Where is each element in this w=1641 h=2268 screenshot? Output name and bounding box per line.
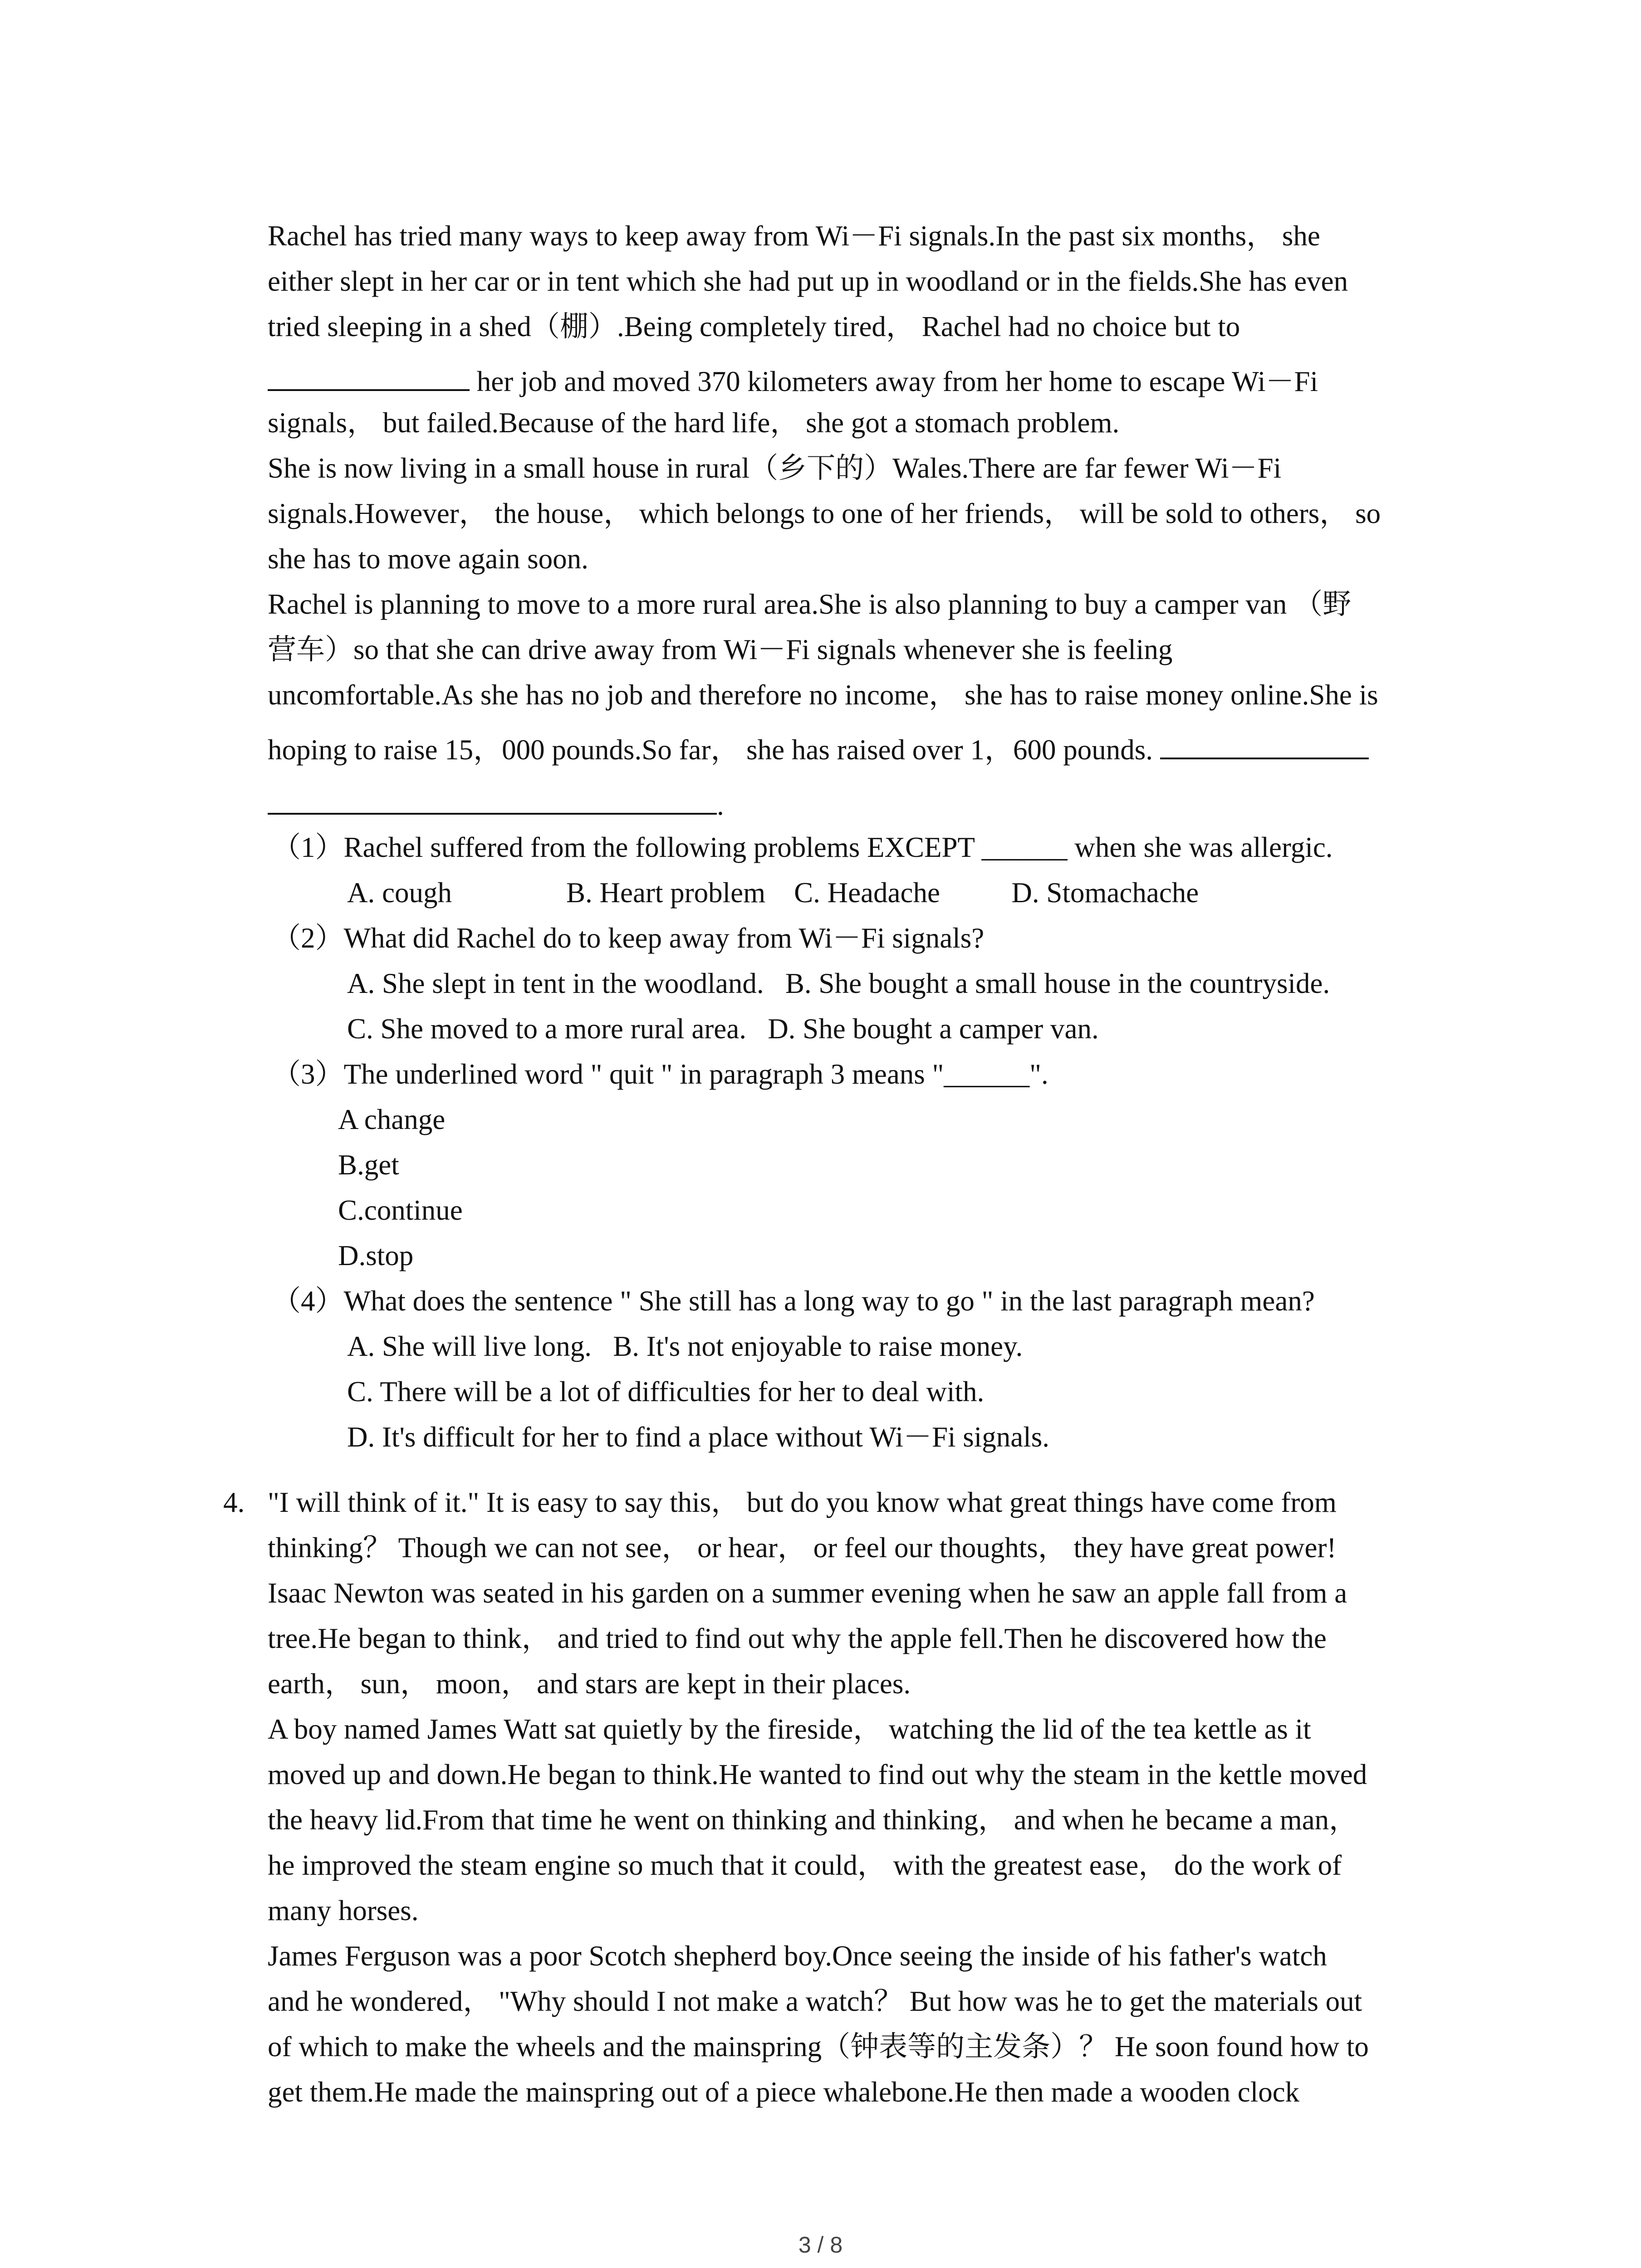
passage4-line: "I will think of it." It is easy to say this， but do you know what great things have come from (268, 1486, 1337, 1518)
passage4-line: Isaac Newton was seated in his garden on a summer evening when he saw an apple fall from a (268, 1577, 1347, 1609)
passage3-line: she has to move again soon. (268, 543, 588, 575)
answer-blank[interactable] (268, 355, 470, 391)
question-1: （1）Rachel suffered from the following problems EXCEPT ______ when she was allergic. (272, 831, 1333, 863)
question-4: （4）What does the sentence " She still has a long way to go " in the last paragraph mean? (272, 1285, 1315, 1317)
passage3-line: uncomfortable.As she has no job and therefore no income， she has to raise money online.She is (268, 679, 1378, 711)
passage3-line: 营车）so that she can drive away from Wi－Fi signals whenever she is feeling (268, 634, 1173, 665)
passage3-line: signals， but failed.Because of the hard life， she got a stomach problem. (268, 407, 1120, 439)
answer-blank[interactable] (1160, 723, 1369, 759)
passage3-line: Rachel has tried many ways to keep away from Wi－Fi signals.In the past six months， she (268, 220, 1320, 252)
passage4-line: get them.He made the mainspring out of a piece whalebone.He then made a wooden clock (268, 2076, 1300, 2108)
question-3-option-a: A change (338, 1104, 446, 1135)
question-3-option-b: B.get (338, 1149, 399, 1181)
page-number: 3 / 8 (798, 2232, 843, 2258)
passage4-line: A boy named James Watt sat quietly by the fireside， watching the lid of the tea kettle as it (268, 1713, 1311, 1745)
passage4-line: thinking？ Though we can not see， or hear， or feel our thoughts， they have great power! (268, 1532, 1337, 1564)
question-2-options: C. She moved to a more rural area. D. She bought a camper van. (347, 1013, 1099, 1045)
question-4-options: A. She will live long. B. It's not enjoyable to raise money. (347, 1330, 1023, 1362)
question-4-options: C. There will be a lot of difficulties for her to deal with. (347, 1376, 985, 1408)
passage3-line: Rachel is planning to move to a more rural area.She is also planning to buy a camper van （野 (268, 588, 1352, 620)
passage4-line: he improved the steam engine so much that it could， with the greatest ease， do the work of (268, 1849, 1342, 1881)
answer-blank[interactable] (268, 778, 717, 815)
passage3-line: She is now living in a small house in rural（乡下的）Wales.There are far fewer Wi－Fi (268, 452, 1282, 484)
passage4-line: tree.He began to think， and tried to find out why the apple fell.Then he discovered how the (268, 1623, 1327, 1654)
passage3-line-with-blank (268, 355, 1318, 404)
passage4-line: the heavy lid.From that time he went on thinking and thinking， and when he became a man， (268, 1804, 1358, 1836)
question-3: （3）The underlined word " quit " in paragraph 3 means "______". (272, 1058, 1048, 1090)
passage4-line: and he wondered， "Why should I not make a watch？ But how was he to get the materials out (268, 1985, 1362, 2017)
question-2-options: A. She slept in tent in the woodland. B. She bought a small house in the countryside. (347, 968, 1330, 999)
passage3-line-with-blank (268, 778, 724, 828)
sentence-period: . (717, 789, 724, 821)
question-3-option-d: D.stop (338, 1240, 414, 1271)
passage4-line: James Ferguson was a poor Scotch shepherd boy.Once seeing the inside of his father's watch (268, 1940, 1327, 1972)
question-4-options: D. It's difficult for her to find a place without Wi－Fi signals. (347, 1421, 1049, 1453)
passage3-line-text: hoping to raise 15，000 pounds.So far， she has raised over 1，600 pounds. (268, 734, 1160, 766)
passage4-line: many horses. (268, 1895, 419, 1926)
passage4-line: earth， sun， moon， and stars are kept in their places. (268, 1668, 911, 1700)
question-3-option-c: C.continue (338, 1194, 463, 1226)
passage3-line: either slept in her car or in tent which she had put up in woodland or in the fields.She has even (268, 265, 1348, 297)
passage3-line-with-blank (268, 723, 1369, 772)
passage3-line: tried sleeping in a shed（棚）.Being completely tired， Rachel had no choice but to (268, 311, 1240, 342)
passage-number: 4. (223, 1486, 245, 1518)
question-2: （2）What did Rachel do to keep away from Wi－Fi signals? (272, 922, 985, 954)
question-1-options: A. cough B. Heart problem C. Headache D. Stomachache (347, 877, 1199, 909)
passage3-line-text: her job and moved 370 kilometers away from her home to escape Wi－Fi (470, 366, 1318, 397)
passage4-line: moved up and down.He began to think.He wanted to find out why the steam in the kettle moved (268, 1759, 1367, 1790)
passage4-line: of which to make the wheels and the mainspring（钟表等的主发条）？ He soon found how to (268, 2031, 1369, 2063)
passage3-line: signals.However， the house， which belongs to one of her friends， will be sold to others， so (268, 498, 1381, 529)
